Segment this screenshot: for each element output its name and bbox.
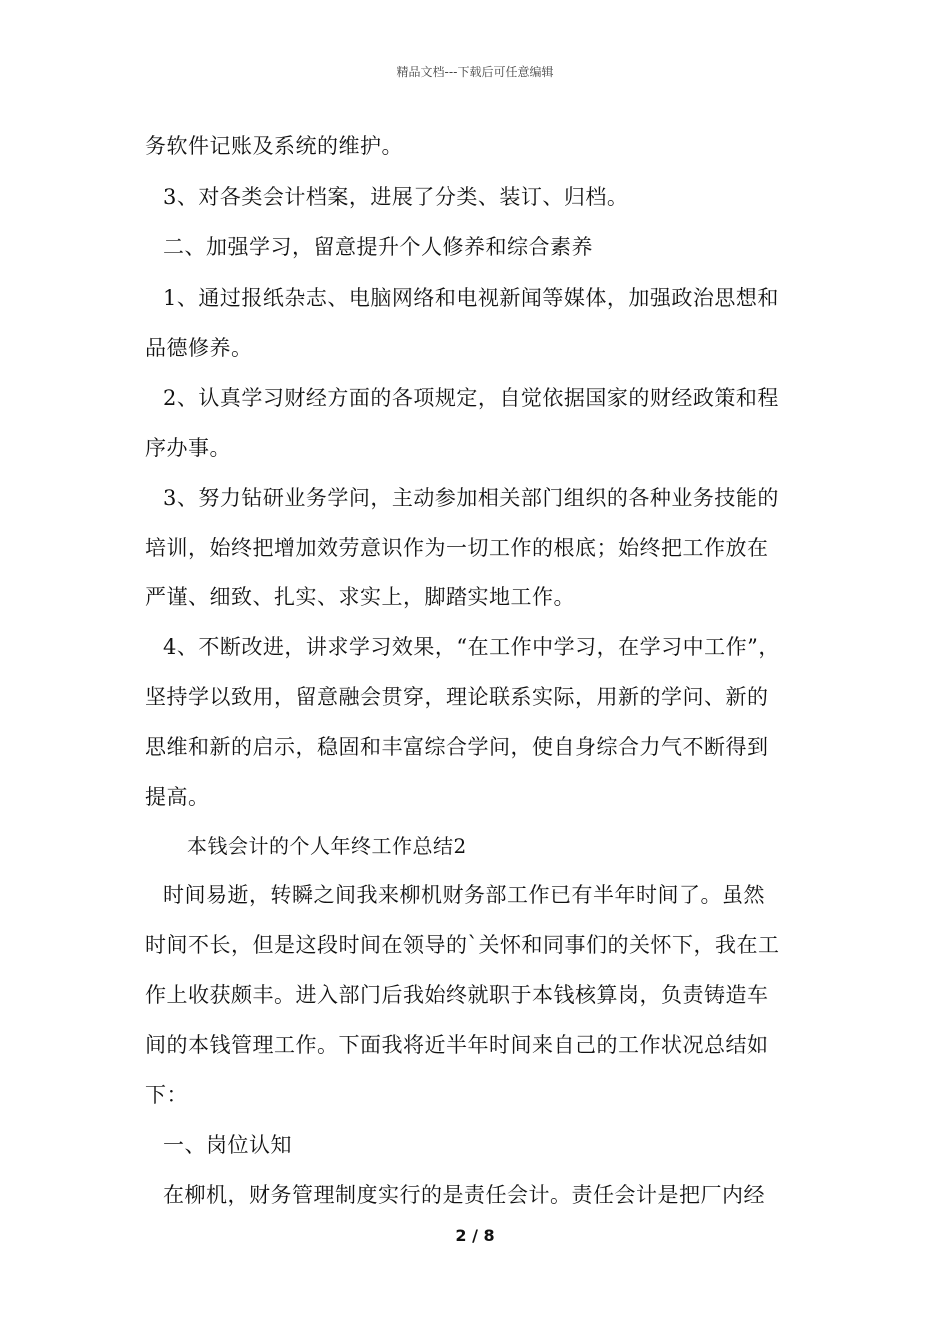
body-line: 3、努力钻研业务学问，主动参加相关部门组织的各种业务技能的 [163, 486, 779, 510]
page-number: 2 / 8 [455, 1226, 495, 1245]
body-line: 时间不长，但是这段时间在领导的`关怀和同事们的关怀下，我在工 [145, 933, 780, 957]
body-line: 序办事。 [145, 436, 231, 460]
body-line: 务软件记账及系统的维护。 [145, 134, 403, 158]
page-header: 精品文档---下载后可任意编辑 [396, 65, 554, 79]
document-subtitle: 本钱会计的个人年终工作总结2 [187, 834, 467, 858]
body-line: 坚持学以致用，留意融会贯穿，理论联系实际，用新的学问、新的 [145, 685, 769, 709]
section-heading: 一、岗位认知 [163, 1133, 292, 1157]
body-line: 思维和新的启示，稳固和丰富综合学问，使自身综合力气不断得到 [145, 735, 769, 759]
body-line: 2、认真学习财经方面的各项规定，自觉依据国家的财经政策和程 [163, 386, 779, 410]
section-heading: 二、加强学习，留意提升个人修养和综合素养 [163, 235, 593, 259]
body-line: 培训，始终把增加效劳意识作为一切工作的根底；始终把工作放在 [145, 536, 769, 560]
body-line: 时间易逝，转瞬之间我来柳机财务部工作已有半年时间了。虽然 [163, 883, 765, 907]
body-line: 下： [145, 1083, 188, 1107]
body-line: 在柳机，财务管理制度实行的是责任会计。责任会计是把厂内经 [163, 1183, 765, 1207]
body-line: 作上收获颇丰。进入部门后我始终就职于本钱核算岗，负责铸造车 [145, 983, 769, 1007]
body-line: 提高。 [145, 785, 210, 809]
body-line: 1、通过报纸杂志、电脑网络和电视新闻等媒体，加强政治思想和 [163, 286, 779, 310]
body-line: 4、不断改进，讲求学习效果，“在工作中学习，在学习中工作”， [163, 635, 780, 659]
body-line: 严谨、细致、扎实、求实上，脚踏实地工作。 [145, 585, 575, 609]
body-line: 间的本钱管理工作。下面我将近半年时间来自己的工作状况总结如 [145, 1033, 769, 1057]
body-line: 品德修养。 [145, 336, 253, 360]
body-line: 3、对各类会计档案，进展了分类、装订、归档。 [163, 185, 629, 209]
